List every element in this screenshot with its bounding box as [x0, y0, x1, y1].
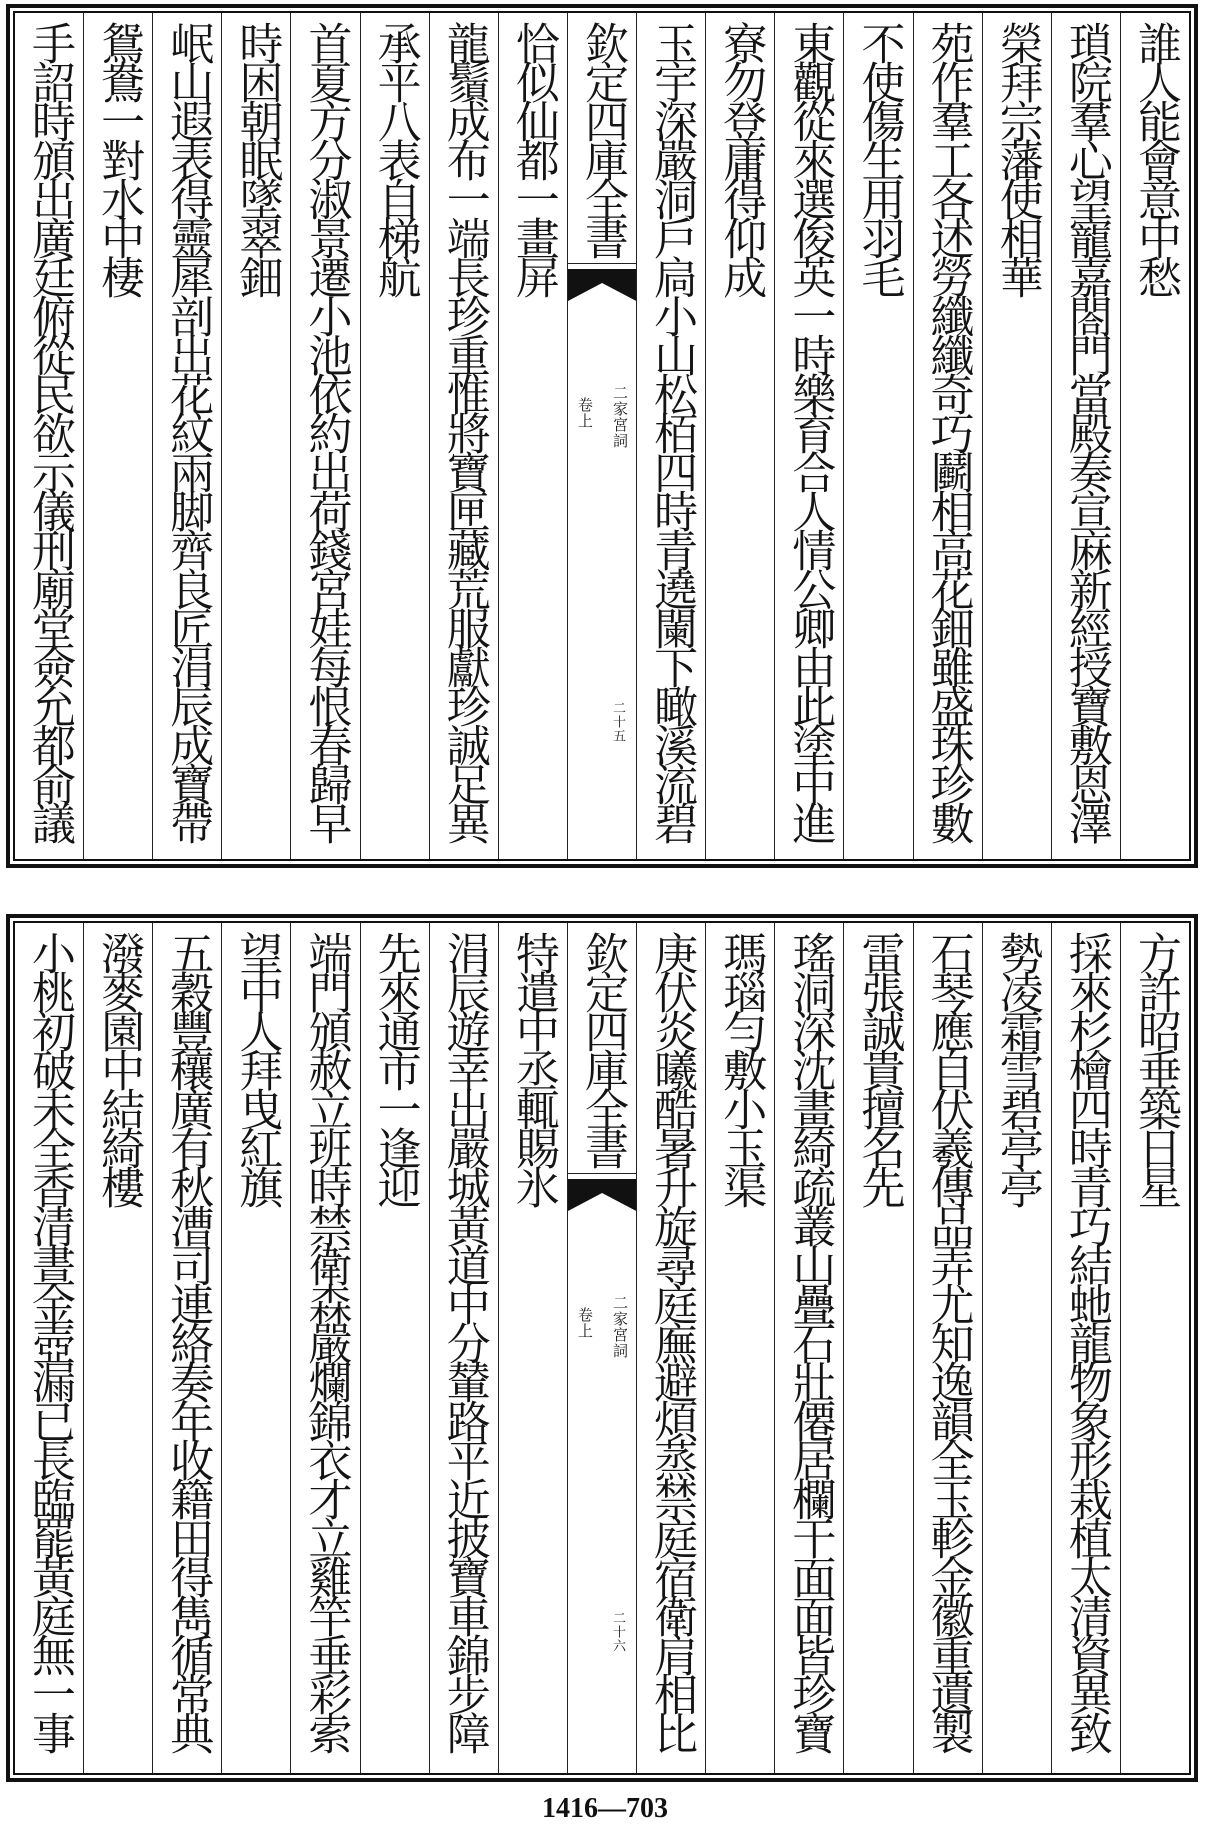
text-column: [843, 923, 912, 1773]
column-text: 石琴應自伏羲傳品弄尤知逸韻全玉軫金徽重遺製: [922, 931, 974, 1750]
text-column: [1051, 923, 1120, 1773]
column-text: 先來通市一逢迎: [369, 931, 421, 1204]
column-text: 庚伏炎曦酷暑升旋尋庭廡避煩蒸禁庭宿衛肩相比: [646, 931, 698, 1750]
text-column: [83, 923, 152, 1773]
fish-tail-mark: [568, 269, 636, 303]
text-column: [429, 13, 498, 859]
column-text: 龍鬚成布一端長珍重惟將寶匣藏荒服獻珍誠足異: [438, 21, 490, 840]
column-text: 小桃初破未全香清晝金壺漏已長臨罷黃庭無一事: [23, 931, 75, 1750]
book-title: 欽定四庫全書: [576, 21, 628, 255]
page-code: 1416—703: [542, 1793, 668, 1824]
lower-text-frame: [13, 921, 1191, 1775]
text-column: [913, 923, 982, 1773]
column-text: 方許昭垂築日星: [1129, 931, 1181, 1204]
column-text: 潑麥園中結綺樓: [93, 931, 145, 1204]
text-column: [705, 923, 774, 1773]
column-text: 瑣院羣心望寵嘉閤門當殿奏宣麻新經授寶敷恩澤: [1060, 21, 1112, 840]
column-text: 五穀豐穰廣有秋漕司連絡奏年收籍田得雋循常典: [162, 931, 214, 1750]
upper-text-frame: [13, 11, 1191, 861]
center-fold-column: [567, 923, 636, 1773]
column-text: 勢凌霜雪碧亭亭: [991, 931, 1043, 1204]
center-rule: [568, 263, 636, 264]
text-column: [636, 13, 705, 859]
column-text: 望中人拜曳紅旗: [231, 931, 283, 1204]
column-text: 榮拜宗藩使相華: [991, 21, 1043, 294]
column-text: 雷張誠貴擅名先: [853, 931, 905, 1204]
column-text: 鴛鴦一對水中棲: [93, 21, 145, 294]
text-column: [15, 13, 83, 859]
text-column: [290, 923, 359, 1773]
column-text: 承平八表自梯航: [369, 21, 421, 294]
volume-label: 卷上: [575, 1307, 594, 1339]
column-text: 玉宇深嚴洞戶扃小山松栢四時青遶闌下瞰溪流碧: [646, 21, 698, 840]
text-column: [913, 13, 982, 859]
text-column: [429, 923, 498, 1773]
leaf-number: 二十六: [610, 1611, 625, 1653]
text-column: [982, 13, 1051, 859]
upper-half-page: [6, 4, 1198, 868]
column-text: 瑪瑙勻敷小玉渠: [715, 931, 767, 1204]
text-column: [360, 13, 429, 859]
column-text: 時困朝眠墜翠鈿: [231, 21, 283, 294]
text-column: [290, 13, 359, 859]
lower-half-page: [6, 914, 1198, 1782]
column-text: 採來杉檜四時青巧結虵龍物象形栽植太清資異致: [1060, 931, 1112, 1750]
text-column: [152, 13, 221, 859]
work-title: 二家宮詞: [611, 1295, 629, 1359]
leaf-number: 二十五: [610, 701, 625, 743]
center-rule: [568, 1173, 636, 1174]
text-column: [152, 923, 221, 1773]
column-text: 涓辰遊幸出嚴城黃道中分輦路平近披寶車錦步障: [438, 931, 490, 1750]
text-column: [1120, 923, 1189, 1773]
text-column: [636, 923, 705, 1773]
text-column: [774, 923, 843, 1773]
book-title: 欽定四庫全書: [576, 931, 628, 1165]
column-text: 特遣中丞輒賜氷: [507, 931, 559, 1204]
center-fold-column: [567, 13, 636, 859]
work-title: 二家宮詞: [611, 385, 629, 449]
column-text: 誰人能會意中愁: [1129, 21, 1181, 294]
column-text: 首夏方分淑景遷小池依約出荷錢宮娃每恨春歸早: [300, 21, 352, 840]
text-column: [498, 13, 567, 859]
text-column: [221, 923, 290, 1773]
text-column: [498, 923, 567, 1773]
column-text: 寮勿登庸得仰成: [715, 21, 767, 294]
column-text: 不使傷生用羽毛: [853, 21, 905, 294]
column-text: 手詔時頒出廣廷俯從民欲示儀刑廟堂僉允都俞議: [23, 21, 75, 840]
column-text: 瑤洞深沈畫綺疏叢山疊石壯僊居欄干面面皆珍寶: [784, 931, 836, 1750]
column-text: 東觀從來選俊英一時樂育合人情公卿由此塗中進: [784, 21, 836, 840]
column-text: 恰似仙都一畫屏: [507, 21, 559, 294]
text-column: [1051, 13, 1120, 859]
text-column: [1120, 13, 1189, 859]
column-text: 苑作羣工各述勞纖纖奇巧鬬相高花鈿雖盛珠珍數: [922, 21, 974, 840]
volume-label: 卷上: [575, 397, 594, 429]
text-column: [705, 13, 774, 859]
text-column: [843, 13, 912, 859]
text-column: [15, 923, 83, 1773]
text-column: [774, 13, 843, 859]
text-column: [83, 13, 152, 859]
column-text: 端門頒赦立班時禁衛森嚴爛錦衣才立雞竿垂彩索: [300, 931, 352, 1750]
fish-tail-mark: [568, 1179, 636, 1213]
text-column: [221, 13, 290, 859]
text-column: [360, 923, 429, 1773]
column-text: 岷山遐表得靈犀剖出花紋兩脚齊良匠涓辰成寶帶: [162, 21, 214, 840]
text-column: [982, 923, 1051, 1773]
